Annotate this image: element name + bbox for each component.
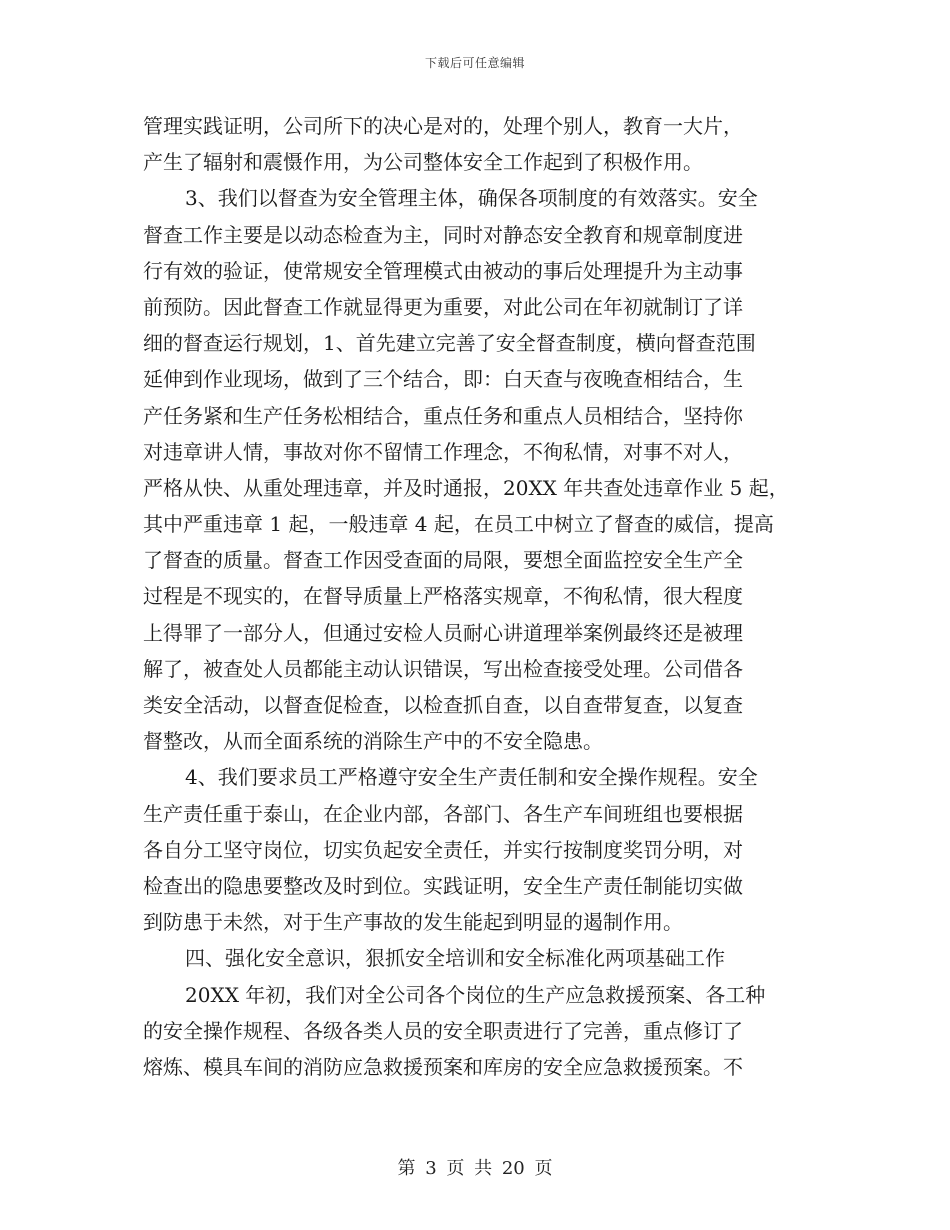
text-line: 产任务紧和生产任务松相结合，重点任务和重点人员相结合，坚持你 <box>143 403 743 428</box>
text-line: 督整改，从而全面系统的消除生产中的不安全隐患。 <box>143 729 603 754</box>
text-line: 的安全操作规程、各级各类人员的安全职责进行了完善，重点修订了 <box>143 1018 743 1043</box>
body-text <box>143 108 811 1085</box>
text-line: 3、我们以督查为安全管理主体，确保各项制度的有效落实。安全 <box>185 186 758 211</box>
text-line: 四、强化安全意识，狠抓安全培训和安全标准化两项基础工作 <box>185 946 725 971</box>
text-line: 熔炼、模具车间的消防应急救援预案和库房的安全应急救援预案。不 <box>143 1054 743 1079</box>
text-line: 各自分工坚守岗位，切实负起安全责任，并实行按制度奖罚分明，对 <box>143 837 743 862</box>
text-line: 了督查的质量。督查工作因受查面的局限，要想全面监控安全生产全 <box>143 548 743 573</box>
text-line: 产生了辐射和震慑作用，为公司整体安全工作起到了积极作用。 <box>143 150 703 175</box>
text-line: 20XX 年初，我们对全公司各个岗位的生产应急救援预案、各工种 <box>185 982 766 1007</box>
text-line: 严格从快、从重处理违章，并及时通报，20XX 年共查处违章作业 5 起， <box>143 475 789 500</box>
text-line: 督查工作主要是以动态检查为主，同时对静态安全教育和规章制度进 <box>143 222 743 247</box>
text-line: 管理实践证明，公司所下的决心是对的，处理个别人，教育一大片， <box>143 114 743 138</box>
text-line: 延伸到作业现场，做到了三个结合，即：白天查与夜晚查相结合，生 <box>143 367 743 392</box>
text-line: 生产责任重于泰山，在企业内部，各部门、各生产车间班组也要根据 <box>143 801 743 826</box>
page-footer: 第 3 页 共 20 页 <box>397 1158 553 1179</box>
page-header: 下载后可任意编辑 <box>424 56 525 70</box>
text-line: 解了，被查处人员都能主动认识错误，写出检查接受处理。公司借各 <box>143 656 743 681</box>
text-line: 到防患于未然，对于生产事故的发生能起到明显的遏制作用。 <box>143 910 683 935</box>
text-line: 过程是不现实的，在督导质量上严格落实规章，不徇私情，很大程度 <box>143 584 743 609</box>
text-line: 细的督查运行规划，1、首先建立完善了安全督查制度，横向督查范围 <box>143 331 756 356</box>
text-line: 4、我们要求员工严格遵守安全生产责任制和安全操作规程。安全 <box>185 765 758 790</box>
text-line: 其中严重违章 1 起，一般违章 4 起，在员工中树立了督查的威信，提高 <box>143 512 774 537</box>
text-line: 行有效的验证，使常规安全管理模式由被动的事后处理提升为主动事 <box>143 258 743 283</box>
text-line: 前预防。因此督查工作就显得更为重要，对此公司在年初就制订了详 <box>143 294 743 319</box>
text-line: 对违章讲人情，事故对你不留情工作理念，不徇私情，对事不对人， <box>143 439 743 464</box>
text-line: 类安全活动，以督查促检查，以检查抓自查，以自查带复查，以复查 <box>143 693 743 717</box>
text-line: 上得罪了一部分人，但通过安检人员耐心讲道理举案例最终还是被理 <box>143 620 743 645</box>
text-line: 检查出的隐患要整改及时到位。实践证明，安全生产责任制能切实做 <box>143 873 743 898</box>
